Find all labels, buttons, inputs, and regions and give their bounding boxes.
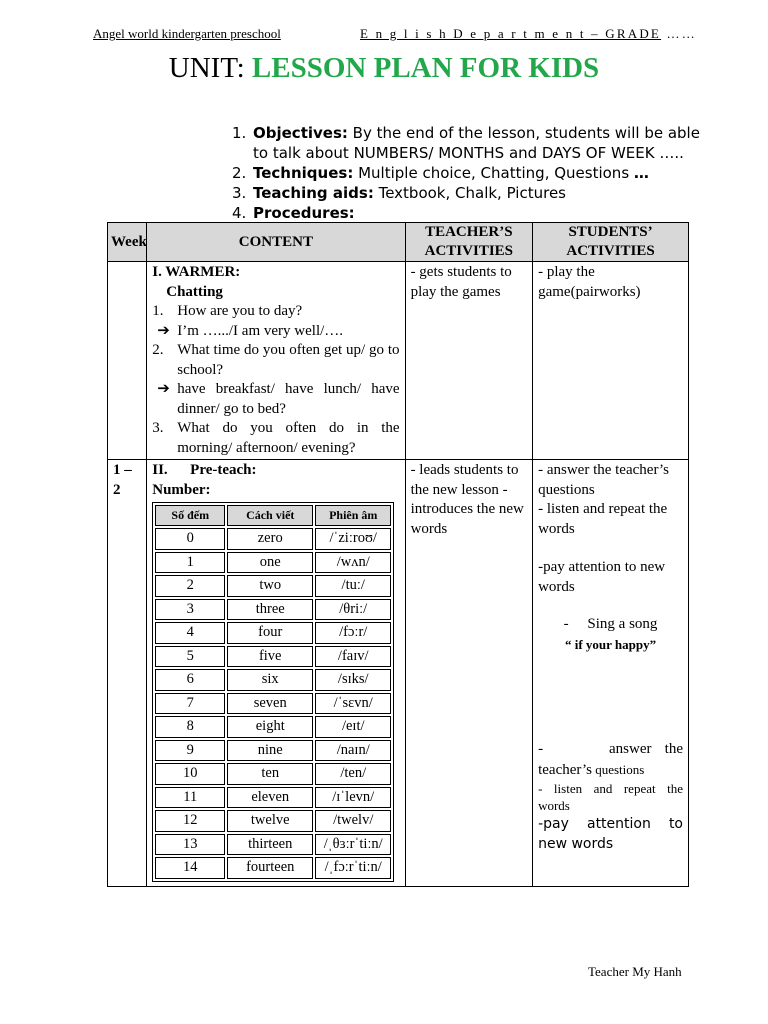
grade-dots: …… [666,26,697,41]
arrow-icon: ➔ [157,322,170,339]
week-cell: 1 – 2 [108,460,147,887]
objectives-list [232,123,712,223]
student-activity: - answer the teacher’s questions [538,462,669,498]
number-phonetic: /ˈziːroʊ/ [315,528,391,550]
header-content: CONTENT [147,223,405,262]
header-week: Week [108,223,147,262]
list-item [152,302,399,322]
number-digit: 9 [155,740,225,762]
objective-number: 4. [232,204,247,222]
student-activity: -pay attention to new words [538,559,666,595]
objective-item [232,183,712,203]
number-digit: 5 [155,646,225,668]
objective-text: By the end of the lesson, students will be able to talk about NUMBERS/ MONTHS and DAYS OF WEEK ….. [253,124,700,162]
numbers-table [152,502,394,882]
table-row [155,834,391,856]
number-phonetic: /tuː/ [315,575,391,597]
objective-number: 2. [232,164,247,182]
department-text: E n g l i s h D e p a r t m e n t – GRADE [360,26,662,41]
lesson-plan-table [107,222,689,887]
content-cell-warmer [147,262,405,460]
number-phonetic: /ˌfɔːrˈtiːn/ [315,857,391,879]
table-row [155,552,391,574]
header-students: STUDENTS’ ACTIVITIES [533,223,689,262]
objective-item [232,163,712,183]
number-word: twelve [227,810,313,832]
number-phonetic: /eɪt/ [315,716,391,738]
number-word: eleven [227,787,313,809]
list-item-text: What do you often do in the morning/ afternoon/ evening? [177,420,400,456]
header-teacher: TEACHER’S ACTIVITIES [405,223,533,262]
number-phonetic: /θriː/ [315,599,391,621]
teacher-activity-cell: - leads students to the new lesson - introduces the new words [405,460,533,887]
number-digit: 12 [155,810,225,832]
title-main: LESSON PLAN FOR KIDS [251,52,600,84]
table-row [155,810,391,832]
student-activity: - listen and repeat the words [538,501,668,537]
section-heading: I. WARMER: [152,264,241,280]
number-phonetic: /naɪn/ [315,740,391,762]
number-phonetic: /ten/ [315,763,391,785]
number-digit: 7 [155,693,225,715]
student-activity-cell [533,460,689,887]
number-digit: 13 [155,834,225,856]
section-subheading: Number: [152,481,211,498]
table-row [155,528,391,550]
activity-text: - answer the teacher’s [538,741,687,778]
teacher-signature: Teacher My Hanh [588,964,682,979]
table-row [155,622,391,644]
number-digit: 10 [155,763,225,785]
objective-label: Procedures: [253,204,355,222]
week-cell [108,262,147,460]
list-item-text: How are you to day? [177,303,303,319]
table-row [155,646,391,668]
number-digit: 14 [155,857,225,879]
number-word: seven [227,693,313,715]
objective-suffix: … [633,164,649,182]
list-item [152,380,399,419]
table-row [155,740,391,762]
objective-number: 1. [232,124,247,142]
table-row [155,787,391,809]
department-label [360,26,697,42]
table-row [108,262,689,460]
objective-label: Techniques: [253,164,354,182]
section-subheading: Chatting [166,283,223,300]
number-phonetic: /faɪv/ [315,646,391,668]
school-name: Angel world kindergarten preschool [93,26,281,41]
number-word: four [227,622,313,644]
table-row [155,669,391,691]
page-title [0,50,768,86]
number-phonetic: /ˈsɛvn/ [315,693,391,715]
number-digit: 1 [155,552,225,574]
numbers-header-phonetic: Phiên âm [315,505,391,526]
list-item [152,341,399,380]
table-row [155,716,391,738]
number-phonetic: /ˌθɜːrˈtiːn/ [315,834,391,856]
objective-label: Objectives: [253,124,348,142]
activity-text-small: questions [591,761,645,777]
numbers-body [155,528,391,879]
number-word: zero [227,528,313,550]
number-word: three [227,599,313,621]
list-item-text: What time do you often get up/ go to school? [177,342,400,378]
number-word: five [227,646,313,668]
number-word: six [227,669,313,691]
song-activity: - Sing a song [563,616,658,632]
table-row [155,693,391,715]
number-digit: 11 [155,787,225,809]
objective-text: Multiple choice, Chatting, Questions [353,164,634,182]
student-activity [538,740,687,780]
table-row [155,575,391,597]
list-item [152,322,399,342]
objective-text: Textbook, Chalk, Pictures [373,184,566,202]
title-prefix: UNIT: [168,52,252,84]
number-word: one [227,552,313,574]
numbers-header-count: Số đếm [155,505,225,526]
number-digit: 6 [155,669,225,691]
student-activity: -pay attention to new words [538,816,683,852]
number-word: two [227,575,313,597]
number-word: fourteen [227,857,313,879]
number-word: nine [227,740,313,762]
content-cell-preteach [147,460,405,887]
number-digit: 8 [155,716,225,738]
number-word: eight [227,716,313,738]
number-digit: 0 [155,528,225,550]
number-phonetic: /ɪˈlevn/ [315,787,391,809]
table-row [155,599,391,621]
teacher-activity-cell: - gets students to play the games [405,262,533,460]
list-item-text: I’m ….../I am very well/…. [177,322,344,339]
numbers-header-spelling: Cách viết [227,505,313,526]
list-item-number: 2. [152,342,164,358]
student-activity: - listen and repeat the words [538,781,683,813]
number-phonetic: /wʌn/ [315,552,391,574]
objective-label: Teaching aids: [253,184,374,202]
student-activity-cell: - play the game(pairworks) [533,262,689,460]
table-row [108,460,689,887]
number-digit: 3 [155,599,225,621]
numbers-header-row [155,505,391,526]
table-row [155,857,391,879]
number-digit: 4 [155,622,225,644]
objective-number: 3. [232,184,247,202]
list-item-number: 3. [152,420,164,436]
table-row [155,763,391,785]
arrow-icon: ➔ [157,381,170,397]
number-phonetic: /sɪks/ [315,669,391,691]
number-word: thirteen [227,834,313,856]
list-item-text: have breakfast/ have lunch/ have dinner/ go to bed? [177,381,400,417]
song-title: “ if your happy” [564,636,657,652]
list-item [152,419,399,458]
number-word: ten [227,763,313,785]
objective-item [232,203,712,223]
table-header-row [108,223,689,262]
list-item-number: 1. [152,303,164,319]
objective-item [232,123,712,163]
number-digit: 2 [155,575,225,597]
number-phonetic: /twelv/ [315,810,391,832]
number-phonetic: /fɔːr/ [315,622,391,644]
section-heading: II. Pre-teach: [152,462,257,478]
